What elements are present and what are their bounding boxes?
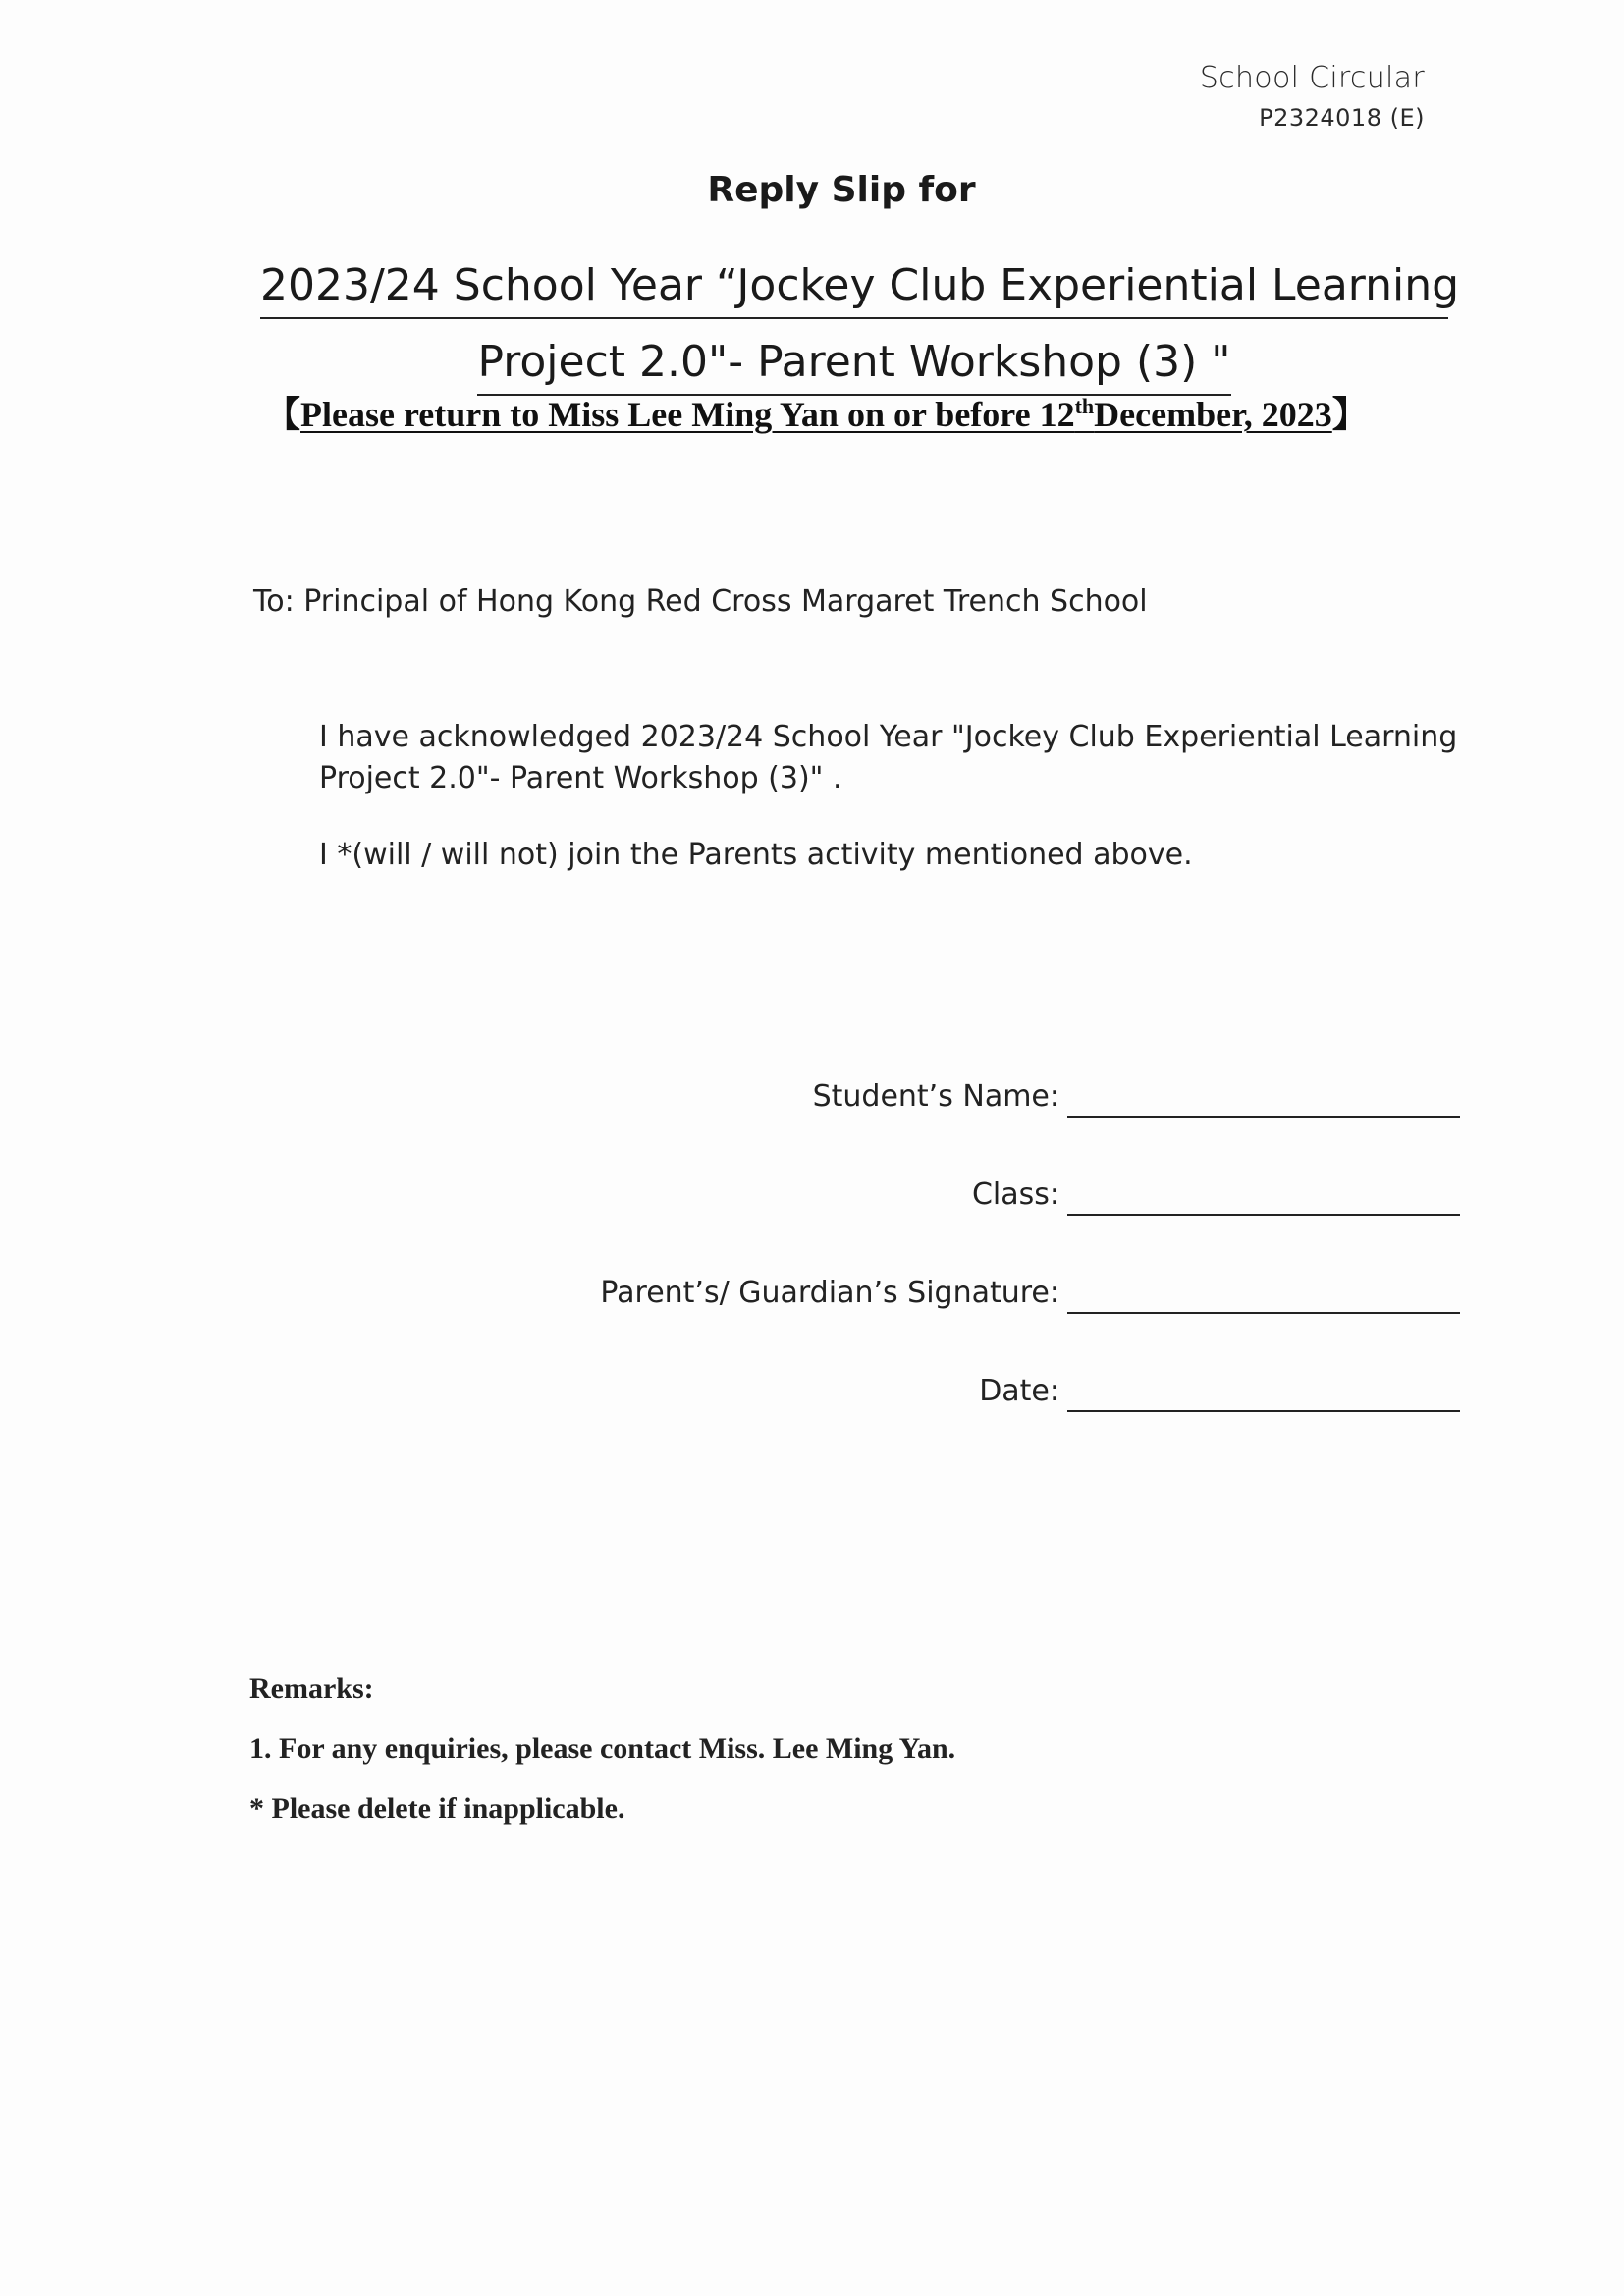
bracket-close: 】 [1331, 395, 1368, 435]
acknowledgement-text: I have acknowledged 2023/24 School Year "Jockey Club Experiential Learning Project 2.0"- Parent Workshop (3)" . [319, 720, 1458, 795]
return-deadline-text-main: Please return to Miss Lee Ming Yan on or before 12 [300, 395, 1075, 434]
class-blank[interactable] [1067, 1184, 1460, 1216]
student-name-field [813, 1076, 1460, 1118]
signature-field [600, 1273, 1460, 1314]
class-label: Class: [971, 1177, 1059, 1212]
circular-code: P2324018 (E) [1259, 104, 1425, 132]
remarks-item-1: 1. For any enquiries, please contact Miss. Lee Ming Yan. [249, 1732, 956, 1765]
return-deadline-ordinal: th [1074, 394, 1095, 418]
event-title-line-1: 2023/24 School Year “Jockey Club Experiential Learning [260, 254, 1448, 319]
class-field [972, 1175, 1460, 1216]
event-title-line-2: Project 2.0"- Parent Workshop (3) " [477, 331, 1230, 396]
signature-blank[interactable] [1067, 1283, 1460, 1314]
date-field [979, 1371, 1460, 1412]
student-name-label: Student’s Name: [812, 1079, 1059, 1114]
return-deadline-text [300, 395, 1332, 434]
circular-header [1200, 59, 1425, 137]
return-deadline-month-year: December, 2023 [1094, 395, 1332, 434]
student-name-blank[interactable] [1067, 1086, 1460, 1118]
addressee-line: To: Principal of Hong Kong Red Cross Margaret Trench School [253, 584, 1148, 619]
body-text [319, 717, 1478, 911]
event-title [255, 247, 1460, 401]
signature-label: Parent’s/ Guardian’s Signature: [600, 1276, 1059, 1310]
reply-slip-title: Reply Slip for [707, 170, 976, 210]
date-label: Date: [979, 1374, 1059, 1408]
attendance-text: I *(will / will not) join the Parents activity mentioned above. [319, 838, 1193, 872]
circular-label: School Circular [1199, 61, 1425, 95]
bracket-open: 【 [265, 395, 301, 435]
remarks-heading: Remarks: [249, 1672, 374, 1705]
return-deadline-note [265, 391, 1443, 439]
remarks-item-2: * Please delete if inapplicable. [249, 1792, 625, 1825]
remarks-section [249, 1669, 955, 1849]
date-blank[interactable] [1067, 1381, 1460, 1412]
